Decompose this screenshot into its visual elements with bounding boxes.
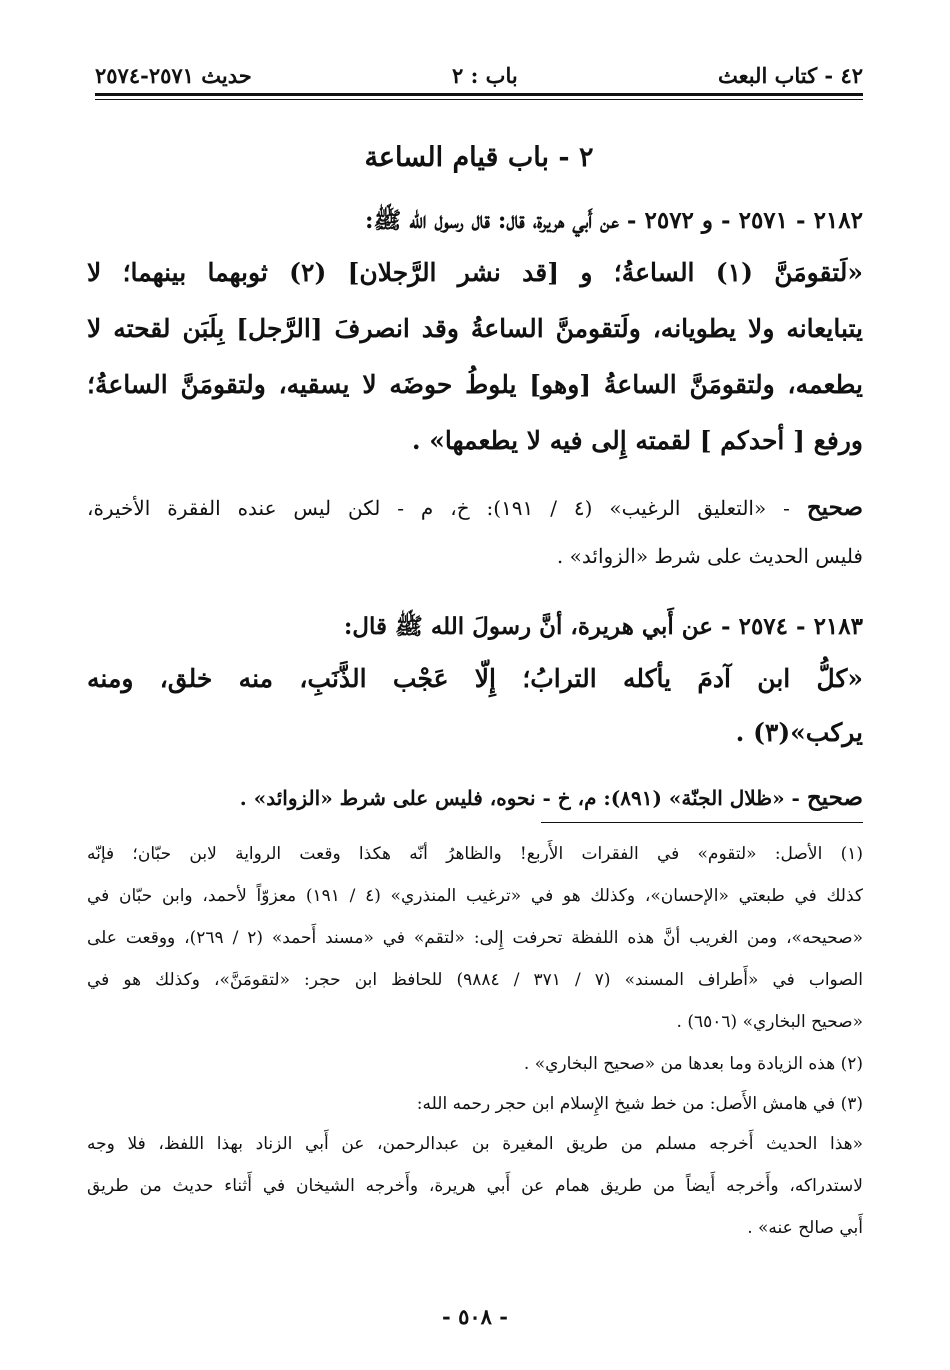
header-rule-thin: [95, 99, 863, 100]
hadith-2182-line-4: ورفع [ أحدكم ] لقمته إِلى فيه لا يطعمها» .: [411, 426, 863, 455]
footnote-3-line-1: (٣) في هامش الأَصل: من خط شيخ الإِسلام ابن حجر رحمه الله:: [416, 1094, 863, 1114]
hadith-2182-grade-line-2: فليس الحديث على شرط «الزوائد» .: [556, 544, 863, 568]
footnote-1-line-4: الصواب في «أَطراف المسند» (٧ / ٣٧١ / ٩٨٨٤) للحافظ ابن حجر: «لتقومَنَّ»، وكذلك هو في: [87, 970, 863, 990]
footnote-1-line-2: كذلك في طبعتي «الإحسان»، وكذلك هو في «ترغيب المنذري» (٤ / ١٩١) معزوّاً لأحمد، وابن حبّان في: [87, 886, 864, 906]
hadith-2182-line-2: يتبايعانه ولا يطويانه، ولَتقومنَّ الساعةُ وقد انصرفَ [الرَّجل] بِلَبَن لقحته لا: [87, 314, 863, 343]
hadith-2182-grade-line-1: [87, 494, 863, 521]
hadith-2183-grade-line: [87, 784, 863, 811]
hadith-2183-intro: ٢١٨٣ - ٢٥٧٤ - عن أَبي هريرة، أنَّ رسولَ الله ﷺ قال:: [343, 613, 863, 640]
footnote-3-line-3: لاستدراكه، وأَخرجه أَيضاً من طريق همام عن أَبي هريرة، وأَخرجه الشيخان في أَثناء حديث من طريق: [87, 1176, 863, 1196]
hadith-2182-intro: ٢١٨٢ - ٢٥٧١ - و ٢٥٧٢ - عن أَبي هريرة، قال: قال رسول الله ﷺ:: [365, 207, 863, 234]
footnote-separator: [541, 822, 863, 823]
hadith-2183-grade-text: - «ظلال الجنّة» (٨٩١): م، خ - نحوه، فليس على شرط «الزوائد» .: [239, 786, 807, 810]
hadith-2182-grade-label: صحيح: [806, 494, 863, 521]
header-hadith-range: حديث ٢٥٧١-٢٥٧٤: [95, 62, 252, 88]
chapter-title: ٢ - باب قيام الساعة: [364, 142, 594, 173]
hadith-2183-line-1: «كلُّ ابن آدمَ يأكله الترابُ؛ إِلّا عَجْب الذَّنَبِ، منه خلق، ومنه: [87, 664, 863, 693]
header-bab: باب : ٢: [452, 62, 518, 88]
hadith-2183-line-2: يركب»(٣) .: [735, 718, 863, 747]
hadith-2182-line-1: «لَتقومَنَّ (١) الساعةُ؛ و [قد نشر الرَّجلان] (٢) ثوبهما بينهما؛ لا: [87, 258, 863, 287]
header-chapter: ٤٢ - كتاب البعث: [717, 62, 863, 88]
hadith-2182-grade-text: - «التعليق الرغيب» (٤ / ١٩١): خ، م - لكن ليس عنده الفقرة الأخيرة،: [87, 496, 807, 520]
footnote-1-line-5: «صحيح البخاري» (٦٥٠٦) .: [676, 1012, 863, 1032]
header-rule-thick: [95, 93, 863, 96]
footnote-2: (٢) هذه الزيادة وما بعدها من «صحيح البخاري» .: [523, 1054, 863, 1074]
footnote-1-line-3: «صحيحه»، ومن الغريب أنَّ هذه اللفظة تحرفت إِلى: «لتقم» في «مسند أَحمد» (٢ / ٢٦٩)، ووقعت على: [87, 928, 863, 948]
hadith-2183-grade-label: صحيح: [806, 784, 863, 811]
footnote-3-line-4: أَبي صالح عنه» .: [747, 1218, 863, 1238]
footnote-1-line-1: (١) الأصل: «لتقوم» في الفقرات الأَربع! والظاهرُ أنّه هكذا وقعت الرواية لابن حبّان؛ فإنّه: [87, 844, 863, 864]
running-header: [95, 58, 863, 92]
page-number: - ٥٠٨ -: [442, 1304, 508, 1329]
footnote-3-line-2: «هذا الحديث أَخرجه مسلم من طريق المغيرة بن عبدالرحمن، عن أَبي الزناد بهذا اللفظ، فلا وجه: [87, 1134, 863, 1154]
hadith-2182-line-3: يطعمه، ولتقومَنَّ الساعةُ [وهو] يلوطُ حوضَه لا يسقيه، ولتقومَنَّ الساعةُ؛: [87, 370, 863, 399]
